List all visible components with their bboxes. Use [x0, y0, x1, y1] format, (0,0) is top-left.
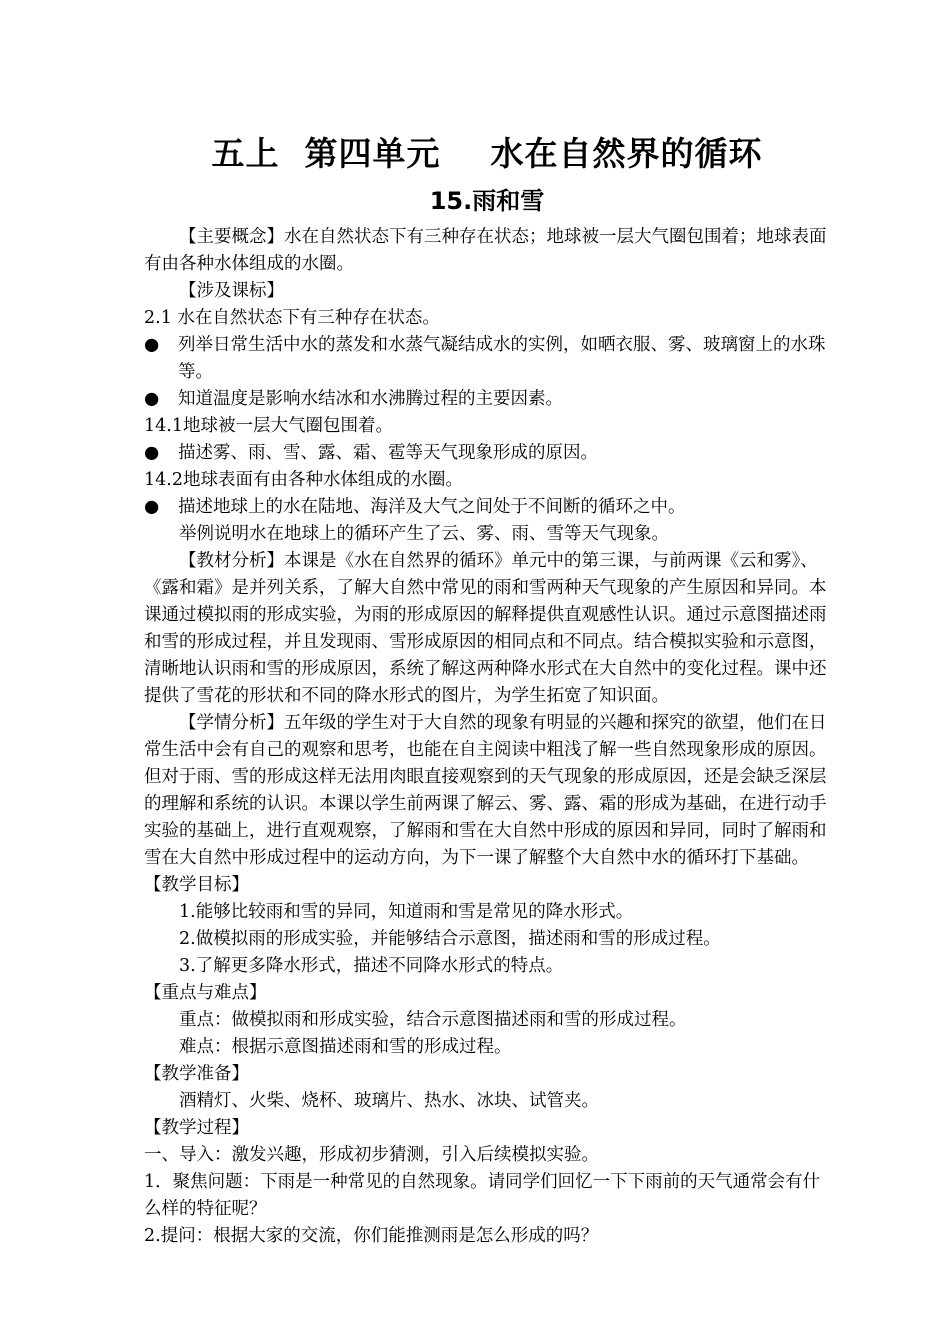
goal-item: 2.做模拟雨的形成实验，并能够结合示意图，描述雨和雪的形成过程。: [179, 929, 721, 949]
standard-14-1: 14.1地球被一层大气圈包围着。: [144, 416, 393, 436]
bullet-dot: ●: [144, 389, 160, 409]
goal-item: 3.了解更多降水形式，描述不同降水形式的特点。: [179, 956, 564, 976]
bullet-dot: ●: [144, 335, 160, 355]
process-step: 2.提问：根据大家的交流，你们能推测雨是怎么形成的吗？: [144, 1226, 599, 1246]
textbook-analysis: 【教材分析】本课是《水在自然界的循环》单元中的第三课，与前两课《云和雾》、《露和霜》是并列关系，了解大自然中常见的雨和雪两种天气现象的产生原因和异同。本课通过模拟雨的形成实验，为雨的形成原因的解释提供直观感性认识。通过示意图描述雨和雪的形成过程，并且发现雨、雪形成原因的相同点和不同点。结合模拟实验和示意图，清晰地认识雨和雪的形成原因，系统了解这两种降水形式在大自然中的变化过程。课中还提供了雪花的形状和不同的降水形式的图片，为学生拓宽了知识面。: [144, 551, 827, 706]
bullet-text: 列举日常生活中水的蒸发和水蒸气凝结成水的实例，如晒衣服、雾、玻璃窗上的水珠等。: [178, 335, 826, 382]
bullet-dot: ●: [144, 443, 160, 463]
bullet-item: [144, 440, 830, 467]
bullet-text: 描述地球上的水在陆地、海洋及大气之间处于不间断的循环之中。: [178, 497, 686, 517]
bullet-item: [144, 386, 830, 413]
goals-heading: 【教学目标】: [144, 875, 249, 895]
process-step: 1．聚焦问题：下雨是一种常见的自然现象。请同学们回忆一下下雨前的天气通常会有什么样的特征呢？: [144, 1172, 821, 1219]
process-heading: 【教学过程】: [144, 1118, 249, 1138]
student-analysis: 【学情分析】五年级的学生对于大自然的现象有明显的兴趣和探究的欲望，他们在日常生活中会有自己的观察和思考，也能在自主阅读中粗浅了解一些自然现象形成的原因。但对于雨、雪的形成这样无法用肉眼直接观察到的天气现象的形成原因，还是会缺乏深层的理解和系统的认识。本课以学生前两课了解云、雾、露、霜的形成为基础，在进行动手实验的基础上，进行直观观察，了解雨和雪在大自然中形成的原因和异同，同时了解雨和雪在大自然中形成过程中的运动方向，为下一课了解整个大自然中水的循环打下基础。: [144, 713, 827, 868]
standard-14-2: 14.2地球表面有由各种水体组成的水圈。: [144, 470, 463, 490]
bullet-text: 知道温度是影响水结冰和水沸腾过程的主要因素。: [178, 389, 563, 409]
prep-items: 酒精灯、火柴、烧杯、玻璃片、热水、冰块、试管夹。: [179, 1091, 599, 1111]
key-heading: 【重点与难点】: [144, 983, 267, 1003]
bullet-item: [144, 332, 830, 386]
standards-heading: 【涉及课标】: [179, 281, 284, 301]
standard-2-1: 2.1 水在自然状态下有三种存在状态。: [144, 308, 440, 328]
lesson-title: 15.雨和雪: [429, 187, 545, 215]
prep-heading: 【教学准备】: [144, 1064, 249, 1084]
key-point: 重点：做模拟雨和形成实验，结合示意图描述雨和雪的形成过程。: [179, 1010, 687, 1030]
bullet-item: [144, 494, 830, 521]
goal-item: 1.能够比较雨和雪的异同，知道雨和雪是常见的降水形式。: [179, 902, 634, 922]
bullet-dot: ●: [144, 497, 160, 517]
bullet-text: 描述雾、雨、雪、露、霜、雹等天气现象形成的原因。: [178, 443, 598, 463]
example-line: 举例说明水在地球上的循环产生了云、雾、雨、雪等天气现象。: [179, 524, 669, 544]
process-step: 一、导入：激发兴趣，形成初步猜测，引入后续模拟实验。: [144, 1145, 599, 1165]
difficult-point: 难点：根据示意图描述雨和雪的形成过程。: [179, 1037, 512, 1057]
main-concept: 【主要概念】水在自然状态下有三种存在状态；地球被一层大气圈包围着；地球表面有由各种水体组成的水圈。: [144, 227, 827, 274]
page-title: 五上 第四单元 水在自然界的循环: [211, 134, 763, 173]
